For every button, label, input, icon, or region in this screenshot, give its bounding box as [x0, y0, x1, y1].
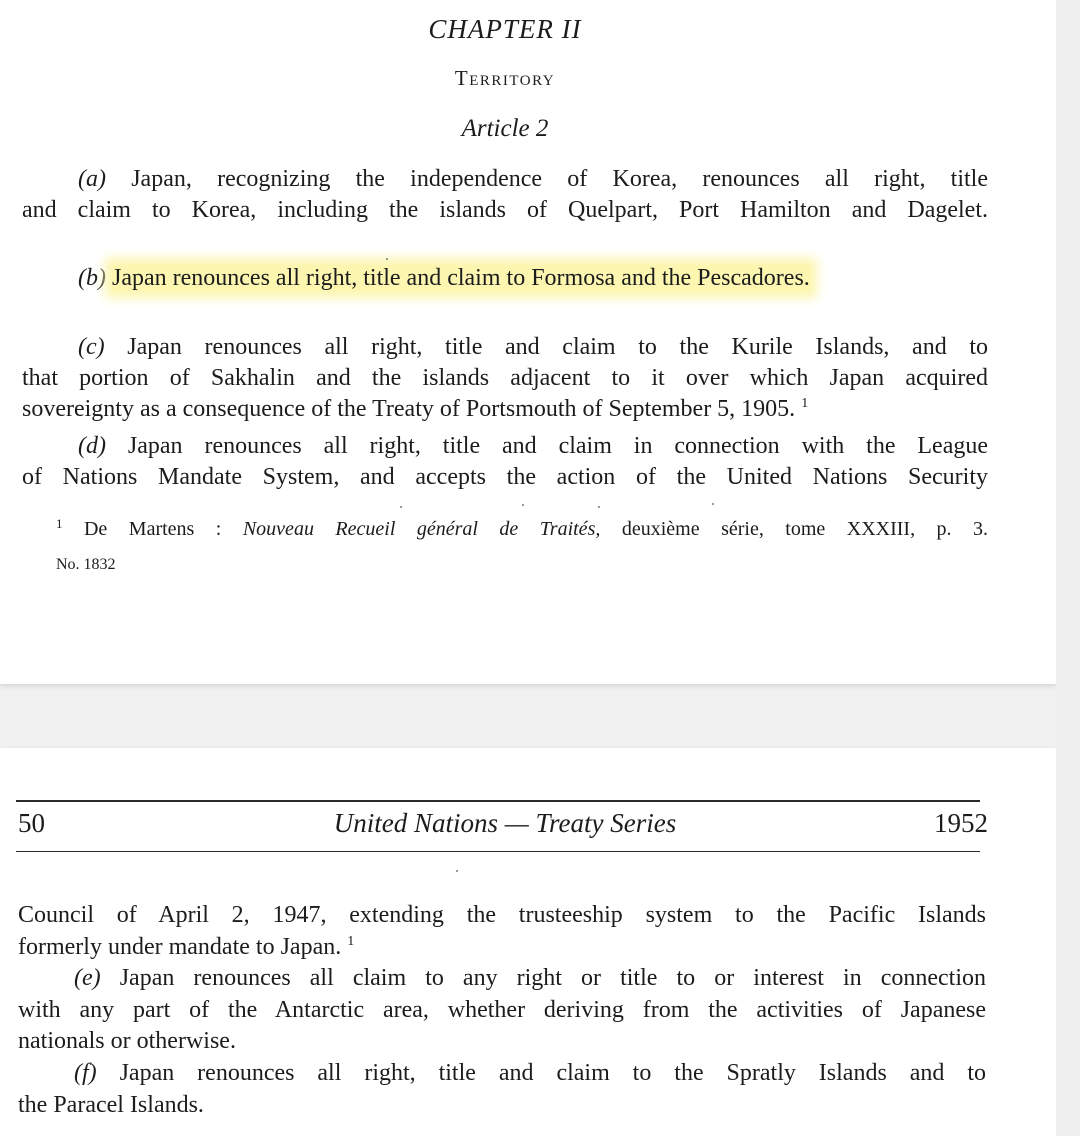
paragraph-a-line-2: and claim to Korea, including the islands of Quelpart, Port Hamilton and Dagelet.	[22, 197, 988, 223]
paragraph-d-label: (d)	[78, 433, 106, 459]
continuation-line-1: Council of April 2, 1947, extending the trusteeship system to the Pacific Islands	[18, 902, 986, 928]
paragraph-b-label: (b)	[78, 265, 106, 291]
section-heading	[0, 66, 1010, 91]
paragraph-c-label: (c)	[78, 334, 105, 360]
chapter-heading: CHAPTER II	[428, 14, 582, 44]
paragraph-c	[22, 332, 988, 425]
footnote-reference: 1	[801, 396, 809, 411]
paragraph-e-text-1: Japan renounces all claim to any right or title to or interest in connection	[119, 965, 987, 991]
paragraph-d	[22, 431, 988, 493]
paragraph-a-line-1	[22, 164, 988, 195]
continuation-line-2	[18, 932, 986, 964]
scan-speck	[386, 258, 388, 260]
header-year: 1952	[934, 808, 988, 838]
paragraph-e-label: (e)	[74, 965, 101, 991]
paragraph-d-text-1: Japan renounces all right, title and claim in connection with the League	[127, 433, 989, 459]
document-number: No. 1832	[56, 556, 116, 573]
paragraph-c-line-3	[22, 394, 988, 425]
paragraph-c-line-2: that portion of Sakhalin and the islands adjacent to it over which Japan acquired	[22, 365, 988, 391]
paragraph-f-label: (f)	[74, 1060, 97, 1086]
paragraph-f	[18, 1058, 986, 1121]
paragraph-c-line-1	[22, 332, 988, 363]
footnote-rest: deuxième série, tome XXXIII, p. 3.	[621, 518, 989, 540]
section-heading-rest: ERRITORY	[469, 73, 556, 89]
scan-speck	[456, 870, 458, 872]
paragraph-e-line-2: with any part of the Antarctic area, whether deriving from the activities of Japanese	[18, 996, 986, 1023]
header-rule-top	[16, 800, 980, 802]
running-title: United Nations — Treaty Series	[333, 808, 677, 838]
scrollbar-track[interactable]	[1056, 0, 1080, 1136]
continuation-paragraph	[18, 900, 986, 963]
paragraph-b	[22, 263, 988, 294]
paragraph-e-line-1	[18, 963, 986, 995]
paragraph-c-text-1: Japan renounces all right, title and claim to the Kurile Islands, and to	[127, 334, 989, 360]
continuation-text-2: formerly under mandate to Japan.	[18, 933, 342, 960]
paragraph-a-label: (a)	[78, 166, 106, 192]
paragraph-d-line-2: of Nations Mandate System, and accepts the action of the United Nations Security	[22, 464, 988, 490]
scan-speck	[598, 506, 600, 508]
footnote	[56, 518, 988, 541]
paragraph-c-text-3: sovereignty as a consequence of the Treaty of Portsmouth of September 5, 1905.	[22, 396, 796, 422]
article-heading: Article 2	[461, 115, 549, 142]
footnote-reference: 1	[347, 933, 355, 949]
scan-speck	[712, 503, 714, 505]
paragraph-f-text-1: Japan renounces all right, title and claim to the Spratly Islands and to	[119, 1060, 986, 1086]
scan-speck	[522, 504, 524, 506]
paragraph-f-line-2: the Paracel Islands.	[18, 1091, 204, 1118]
header-rule-bottom	[16, 851, 980, 852]
footnote-mark: 1	[56, 516, 63, 531]
scan-speck	[400, 506, 402, 508]
paragraph-e	[18, 963, 986, 1058]
section-heading-initial: T	[454, 66, 470, 90]
paragraph-a-text-1: Japan, recognizing the independence of Korea, renounces all right, title	[131, 166, 989, 192]
paragraph-b-line-1	[22, 263, 988, 294]
paragraph-a	[22, 164, 988, 226]
paragraph-e-line-3: nationals or otherwise.	[18, 1028, 236, 1054]
highlighted-text[interactable]: Japan renounces all right, title and claim to Formosa and the Pescadores.	[111, 265, 810, 291]
paragraph-d-line-1	[22, 431, 988, 462]
page-number: 50	[18, 808, 45, 838]
paragraph-f-line-1	[18, 1058, 986, 1090]
footnote-work-title: Nouveau Recueil général de Traités,	[242, 518, 601, 540]
footnote-author: De Martens :	[83, 518, 222, 540]
